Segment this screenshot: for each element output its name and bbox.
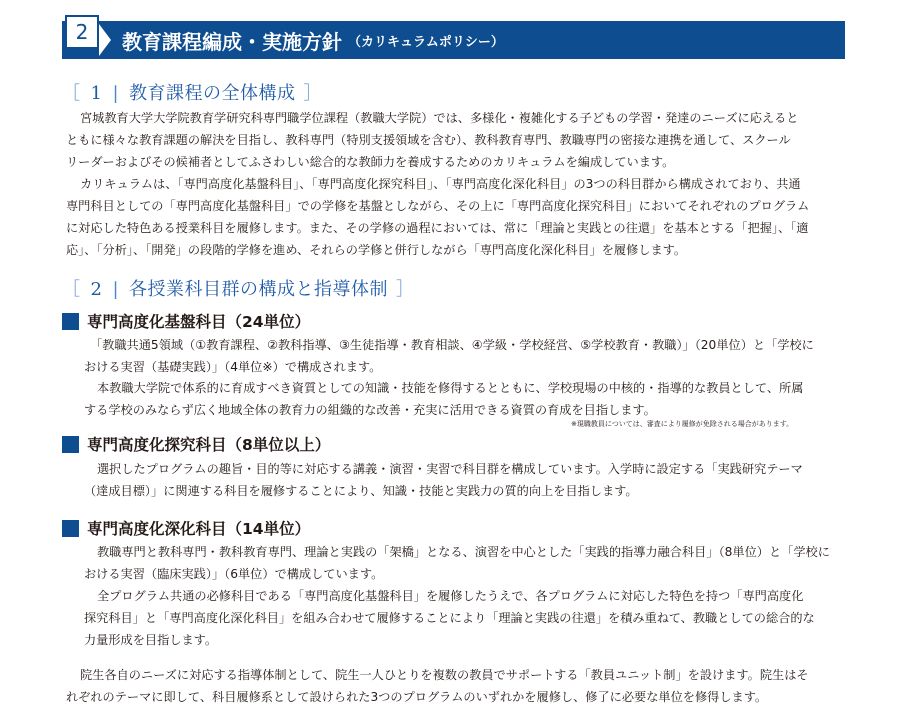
paragraph-line: （達成目標）」に関連する科目を履修することにより、知識・技能と実践力の質的向上を目指します。 <box>84 484 638 498</box>
section-2-number: 2 <box>90 279 103 300</box>
heading-divider: | <box>112 83 120 104</box>
close-bracket: ］ <box>303 83 323 104</box>
open-bracket: ［ <box>62 83 81 104</box>
paragraph-line: おける実習（臨床実践）」（6単位）で構成しています。 <box>84 567 384 581</box>
square-bullet-icon <box>62 313 79 330</box>
footnote: ※現職教員については、審査により履修が免除される場合があります。 <box>571 420 794 428</box>
header-wedge-decoration <box>99 24 111 56</box>
subheading-tankyu <box>62 433 330 455</box>
section-2-title: 各授業科目群の構成と指導体制 <box>129 279 389 300</box>
section-1-number: 1 <box>90 83 103 104</box>
header-number-box <box>65 15 99 49</box>
paragraph-line: 本教職大学院で体系的に育成すべき資質としての知識・技能を修得するとともに、学校現場の中核的・指導的な教員として、所属 <box>97 381 804 395</box>
paragraph-line: リーダーおよびその候補者としてふさわしい総合的な教師力を養成するためのカリキュラムを編成しています。 <box>66 155 675 169</box>
subheading-kiban <box>62 310 310 332</box>
subheading-kiban-text: 専門高度化基盤科目（24単位） <box>87 313 311 331</box>
paragraph-line: カリキュラムは、「専門高度化基盤科目」、「専門高度化探究科目」、「専門高度化深化科目」の3つの科目群から構成されており、共通 <box>80 177 801 191</box>
paragraph-line: 宮城教育大学大学院教育学研究科専門職学位課程（教職大学院）では、多様化・複雑化する子どもの学習・発達のニーズに応えると <box>80 111 799 125</box>
header-number: 2 <box>75 20 89 44</box>
paragraph-line: に対応した特色ある授業科目を履修します。また、その学修の過程においては、常に「理論と実践との往還」を基本とする「把握」、「適 <box>66 221 809 235</box>
paragraph-line: する学校のみならず広く地域全体の教育力の組織的な改善・充実に活用できる資質の育成を目指します。 <box>84 403 656 417</box>
paragraph-line: 院生各自のニーズに対応する指導体制として、院生一人ひとりを複数の教員でサポートする「教員ユニット制」を設けます。院生はそ <box>80 668 809 682</box>
paragraph-line: 応」、「分析」、「開発」の段階的学修を進め、それらの学修と併行しながら「専門高度化深化科目」を履修します。 <box>66 243 687 257</box>
subheading-tankyu-text: 専門高度化探究科目（8単位以上） <box>87 436 331 454</box>
paragraph-line: 力量形成を目指します。 <box>84 633 218 647</box>
section-2-heading <box>62 275 415 301</box>
header-title <box>122 21 504 59</box>
subheading-shinka-text: 専門高度化深化科目（14単位） <box>87 520 311 538</box>
paragraph-line: 「教職共通5領域（①教育課程、②教科指導、③生徒指導・教育相談、④学級・学校経営、⑤学校教育・教職）」（20単位）と「学校に <box>90 338 814 352</box>
paragraph-line: ともに様々な教育課題の解決を目指し、教科専門（特別支援領域を含む）、教科教育専門、教職専門の密接な連携を通して、スクール <box>66 133 791 147</box>
square-bullet-icon <box>62 436 79 453</box>
subheading-shinka <box>62 517 310 539</box>
heading-divider: | <box>112 279 120 300</box>
paragraph-line: おける実習（基礎実践）」（4単位※）で構成されます。 <box>84 360 382 374</box>
paragraph-line: 全プログラム共通の必修科目である「専門高度化基盤科目」を履修したうえで、各プログラムに対応した特色を持つ「専門高度化 <box>97 589 804 603</box>
paragraph-line: 探究科目」と「専門高度化深化科目」を組み合わせて履修することにより「理論と実践の往還」を積み重ねて、教職としての総合的な <box>84 611 815 625</box>
header-title-sub: （カリキュラムポリシー） <box>348 34 504 50</box>
paragraph-line: れぞれのテーマに即して、科目履修系として設けられた3つのプログラムのいずれかを履修し、修了に必要な単位を修得します。 <box>66 690 768 704</box>
section-1-title: 教育課程の全体構成 <box>129 83 296 104</box>
section-1-heading <box>62 79 322 105</box>
header-title-main: 教育課程編成・実施方針 <box>122 29 342 54</box>
close-bracket: ］ <box>396 279 415 300</box>
square-bullet-icon <box>62 520 79 537</box>
open-bracket: ［ <box>62 279 81 300</box>
paragraph-line: 専門科目としての「専門高度化基盤科目」での学修を基盤としながら、その上に「専門高度化探究科目」においてそれぞれのプログラム <box>66 199 810 213</box>
paragraph-line: 選択したプログラムの趣旨・目的等に対応する講義・演習・実習で科目群を構成しています。入学時に設定する「実践研究テーマ <box>97 462 803 476</box>
paragraph-line: 教職専門と教科専門・教科教育専門、理論と実践の「架橋」となる、演習を中心とした「実践的指導力融合科目」（8単位）と「学校に <box>97 545 830 559</box>
